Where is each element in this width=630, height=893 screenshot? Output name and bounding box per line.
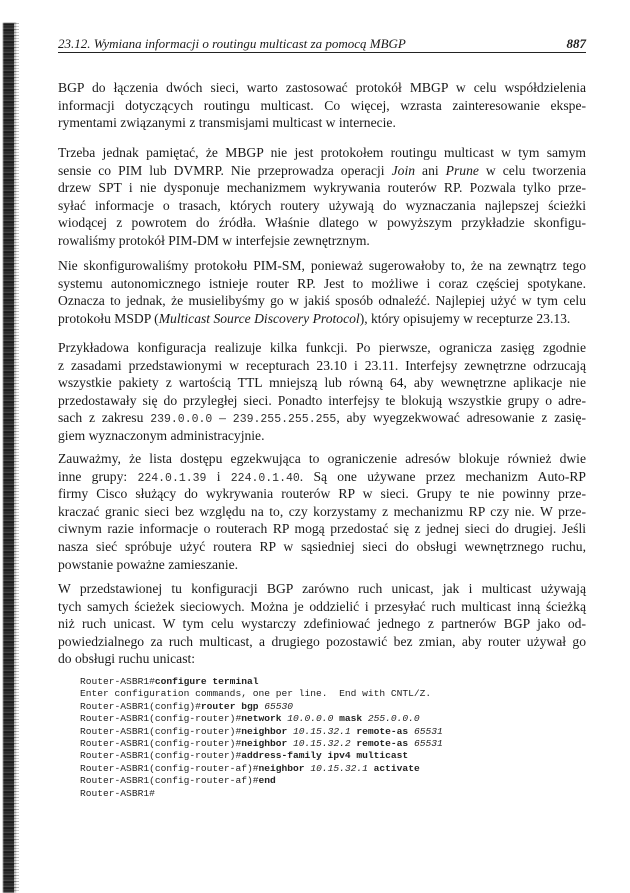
text-line bbox=[58, 538, 586, 556]
text-run: rowaliśmy protokół PIM-DM w interfejsie zewnętrznym. bbox=[58, 232, 370, 248]
inline-code: 239.0.0.0 bbox=[150, 413, 213, 427]
argument-text: 10.15.32.1 bbox=[310, 762, 368, 774]
command-text: neighbor bbox=[241, 738, 294, 750]
code-line bbox=[80, 701, 443, 713]
text-run: protokołu MSDP ( bbox=[58, 310, 159, 326]
paragraph bbox=[58, 450, 586, 573]
code-line bbox=[80, 775, 443, 787]
text-run: ani bbox=[415, 162, 446, 178]
text-run: Zauważmy, że lista dostępu egzekwująca to ograniczenie adresów blokuje również dwie bbox=[58, 451, 586, 466]
text-run: Przykładowa konfiguracja realizuje kilka funkcji. Po pierwsze, ogranicza zasięg zgodnie bbox=[58, 340, 586, 355]
prompt-text: Router-ASBR1(config-router)# bbox=[80, 750, 242, 762]
text-run: powstanie poważne zamieszanie. bbox=[58, 556, 239, 572]
text-line bbox=[58, 275, 586, 293]
text-run: inne grupy: bbox=[58, 468, 138, 484]
inline-code: 224.0.1.39 bbox=[137, 471, 207, 485]
command-text: neighbor bbox=[258, 762, 311, 774]
italic-term: Join bbox=[391, 162, 416, 178]
text-line bbox=[58, 633, 586, 651]
running-header bbox=[58, 36, 586, 53]
text-line bbox=[58, 257, 586, 275]
text-run: przedostawały się do przyległej sieci. Ponadto interfejsy te blokują wszystkie grupy o adre- bbox=[58, 392, 586, 408]
prompt-text: Router-ASBR1(config-router)# bbox=[80, 713, 242, 725]
text-run: ), który opisujemy w recepturze 23.13. bbox=[359, 310, 571, 326]
argument-text: 65531 bbox=[413, 738, 443, 750]
text-run: , aby wyegzekwować adresowanie z zasię- bbox=[336, 410, 586, 426]
text-run: Oznacza to jednak, że musielibyśmy go w jakiś sposób odnaleźć. Najlepiej użyć w tym celu bbox=[58, 293, 586, 309]
code-line bbox=[80, 763, 443, 775]
scan-binding-edge-shadow bbox=[14, 23, 19, 893]
argument-text: 10.15.32.2 bbox=[293, 738, 351, 750]
paragraph bbox=[58, 144, 586, 250]
text-run: rymentami związanymi z transmisjami multicast w internecie. bbox=[58, 115, 396, 131]
italic-term: Multicast Source Discovery Protocol bbox=[158, 310, 360, 326]
text-run: tych samych ścieżek sieciowych. Można je oddzielić i przesyłać ruch multicast inną ścieżką bbox=[58, 598, 586, 614]
prompt-text: Router-ASBR1(config-router)# bbox=[80, 725, 242, 737]
command-text: mask bbox=[333, 713, 368, 725]
page-number: 887 bbox=[566, 36, 586, 51]
text-run: syłać informacje o trasach, których routery używają do wyznaczania najlepszej ścieżki bbox=[58, 197, 586, 213]
text-line bbox=[58, 580, 586, 598]
text-run: niż ruch unicast. W tym celu wystarczy zdefiniować jednego z partnerów BGP jako od- bbox=[58, 616, 586, 632]
text-run: nasza sieć spróbuje użyć routera RP w sąsiedniej sieci do obsługi wewnętrznego ruchu, bbox=[58, 538, 586, 554]
command-text: end bbox=[258, 775, 276, 787]
text-line bbox=[58, 339, 586, 357]
text-run: W przedstawionej tu konfiguracji BGP zarówno ruch unicast, jak i multicast używają bbox=[58, 581, 586, 596]
text-line bbox=[58, 232, 586, 250]
text-run: giem wyznaczonym administracyjnie. bbox=[58, 427, 265, 443]
code-line bbox=[80, 750, 443, 762]
text-run: . Są one używane przez mechanizm Auto-RP bbox=[299, 468, 586, 484]
text-run: Nie skonfigurowaliśmy protokołu PIM-SM, ponieważ sugerowałoby to, że na zewnątrz tego bbox=[58, 258, 586, 273]
text-run: wszystkie pakiety z wartością TTL mniejszą lub równą 64, aby wewnętrzne aplikacje nie bbox=[58, 375, 586, 391]
paragraph bbox=[58, 339, 586, 445]
section-title: 23.12. Wymiana informacji o routingu multicast za pomocą MBGP bbox=[58, 36, 406, 51]
text-run: do obsługi ruchu unicast: bbox=[58, 651, 196, 667]
text-line bbox=[58, 650, 586, 668]
text-run: powiedzialnego za ruch multicast, a drugiego pozostawić bez zmian, aby router używał go bbox=[58, 633, 586, 649]
text-run: drzew SPT i nie dysponuje mechanizmem wykrywania routerów RP. Pozwala tylko prze- bbox=[58, 180, 586, 196]
code-listing bbox=[80, 676, 443, 800]
text-run: systemu autonomicznego istnieje router RP. Jest to możliwe i coraz częściej spotykane. bbox=[58, 275, 586, 291]
argument-text: 10.15.32.1 bbox=[293, 725, 351, 737]
text-run: – bbox=[212, 410, 233, 426]
inline-code: 224.0.1.40 bbox=[230, 471, 300, 485]
text-run: z zasadami przedstawionymi w recepturach 23.10 i 23.11. Interfejsy zewnętrzne odrzucają bbox=[58, 357, 586, 373]
command-text: remote-as bbox=[350, 738, 414, 750]
paragraph bbox=[58, 257, 586, 327]
text-line bbox=[58, 427, 586, 445]
text-line bbox=[58, 114, 586, 132]
text-run: sensie co PIM lub DVMRP. Nie przeprowadza operacji bbox=[58, 162, 392, 178]
text-run: kraczać granic sieci bez względu na to, czy korzystamy z mechanizmu RP czy nie. W prze- bbox=[58, 503, 586, 519]
prompt-text: Enter configuration commands, one per line. End with CNTL/Z. bbox=[80, 688, 432, 700]
prompt-text: Router-ASBR1# bbox=[80, 676, 155, 687]
code-line bbox=[80, 726, 443, 738]
text-line bbox=[58, 292, 586, 310]
text-line bbox=[58, 310, 586, 328]
text-line bbox=[58, 97, 586, 115]
inline-code: 239.255.255.255 bbox=[232, 413, 337, 427]
text-line bbox=[58, 450, 586, 468]
argument-text: 10.0.0.0 bbox=[287, 713, 334, 725]
prompt-text: Router-ASBR1(config-router-af)# bbox=[80, 775, 259, 787]
text-run: w celu tworzenia bbox=[478, 162, 587, 178]
argument-text: 255.0.0.0 bbox=[367, 713, 420, 725]
text-line bbox=[58, 374, 586, 392]
text-run: sach z zakresu bbox=[58, 410, 151, 426]
command-text: address-family ipv4 multicast bbox=[241, 750, 409, 762]
text-run: i bbox=[206, 468, 231, 484]
paragraph bbox=[58, 580, 586, 668]
text-line bbox=[58, 197, 586, 215]
command-text: activate bbox=[367, 762, 420, 774]
command-text: neighbor bbox=[241, 725, 294, 737]
code-line bbox=[80, 738, 443, 750]
text-run: ciwnym razie informacje o routerach RP mogą przedostać się z jednej sieci do drugiej. Jeśli bbox=[58, 521, 586, 537]
text-line bbox=[58, 357, 586, 375]
prompt-text: Router-ASBR1(config-router)# bbox=[80, 738, 242, 750]
text-line bbox=[58, 144, 586, 162]
prompt-text: Router-ASBR1(config)# bbox=[80, 700, 201, 712]
italic-term: Prune bbox=[445, 162, 479, 178]
code-line bbox=[80, 676, 443, 688]
command-text: router bgp bbox=[200, 700, 265, 712]
text-line bbox=[58, 79, 586, 97]
text-run: Trzeba jednak pamiętać, że MBGP nie jest protokołem routingu multicast w tym samym bbox=[58, 145, 586, 160]
command-text: remote-as bbox=[350, 725, 414, 737]
command-text: network bbox=[241, 713, 288, 725]
text-line bbox=[58, 162, 586, 180]
prompt-text: Router-ASBR1# bbox=[80, 787, 155, 799]
text-line bbox=[58, 392, 586, 410]
text-line bbox=[58, 409, 586, 427]
text-line bbox=[58, 556, 586, 574]
code-line bbox=[80, 788, 443, 800]
paragraph bbox=[58, 79, 586, 132]
code-line bbox=[80, 713, 443, 725]
text-run: informacji dotyczących routingu multicast. Co więcej, wzrasta zainteresowanie ekspe- bbox=[58, 97, 586, 113]
text-line bbox=[58, 598, 586, 616]
command-text: configure terminal bbox=[154, 676, 259, 687]
argument-text: 65531 bbox=[413, 725, 443, 737]
text-run: wiodącej z powrotem do źródła. Właśnie dlatego w powyższym przykładzie skonfigu- bbox=[58, 215, 586, 231]
prompt-text: Router-ASBR1(config-router-af)# bbox=[80, 762, 259, 774]
argument-text: 65530 bbox=[264, 700, 294, 712]
text-line bbox=[58, 520, 586, 538]
text-run: BGP do łączenia dwóch sieci, warto zastosować protokół MBGP w celu współdzielenia bbox=[58, 80, 586, 95]
text-line bbox=[58, 179, 586, 197]
text-line bbox=[58, 468, 586, 486]
text-line bbox=[58, 503, 586, 521]
text-line bbox=[58, 485, 586, 503]
text-run: firmy Cisco służący do wykrywania routerów RP w sieci. Grupy te nie powinny prze- bbox=[58, 486, 586, 502]
text-line bbox=[58, 615, 586, 633]
code-line bbox=[80, 688, 443, 700]
text-line bbox=[58, 214, 586, 232]
